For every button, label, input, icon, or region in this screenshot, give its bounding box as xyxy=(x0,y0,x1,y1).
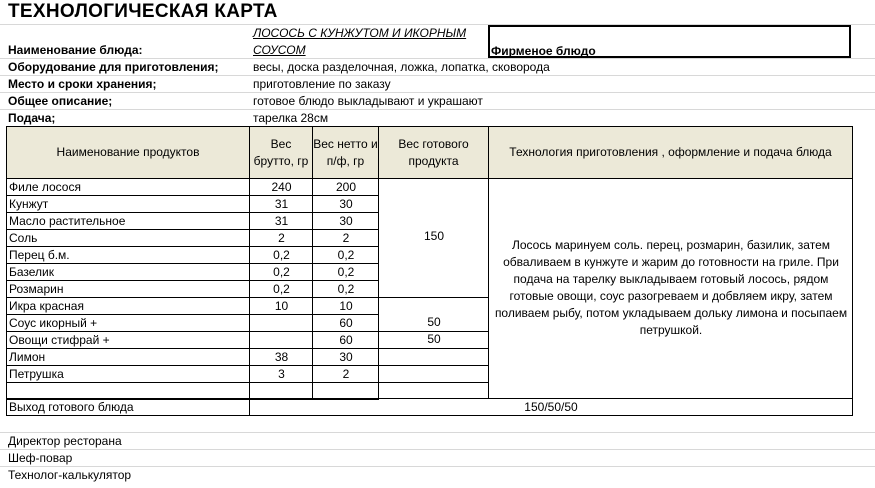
ready-veg-value[interactable]: 50 xyxy=(427,332,441,346)
signature-chef: Шеф-повар xyxy=(8,451,73,465)
net-weight[interactable]: 0,2 xyxy=(337,248,355,262)
ingredient-name[interactable]: Овощи стифрай + xyxy=(9,333,110,347)
gross-weight[interactable]: 2 xyxy=(278,231,285,245)
ingredient-name[interactable]: Соль xyxy=(9,231,38,245)
gross-weight[interactable]: 10 xyxy=(274,299,289,313)
table-row xyxy=(7,366,489,383)
ingredient-name[interactable]: Базелик xyxy=(9,265,55,279)
net-weight[interactable]: 10 xyxy=(339,299,353,313)
gross-weight[interactable]: 31 xyxy=(274,197,289,211)
dish-name-line2[interactable]: СОУСОМ xyxy=(253,43,306,57)
ingredient-name[interactable]: Икра красная xyxy=(9,299,84,313)
storage-label: Место и сроки хранения; xyxy=(8,77,157,91)
output-label: Выход готового блюда xyxy=(9,400,134,414)
net-weight[interactable]: 30 xyxy=(339,214,353,228)
header-ready: Вес готового продукта xyxy=(379,127,489,179)
page-title: ТЕХНОЛОГИЧЕСКАЯ КАРТА xyxy=(8,1,278,22)
gridline xyxy=(0,58,875,59)
general-label: Общее описание; xyxy=(8,94,113,108)
table-row xyxy=(7,196,489,213)
column-divider xyxy=(249,127,250,398)
brand-label: Фирменое блюдо xyxy=(491,44,596,58)
net-weight[interactable]: 30 xyxy=(339,197,353,211)
dish-label: Наименование блюда: xyxy=(8,43,143,57)
gross-weight[interactable]: 38 xyxy=(274,350,289,364)
column-divider xyxy=(488,127,489,398)
gridline xyxy=(0,466,875,467)
net-weight[interactable]: 30 xyxy=(339,350,353,364)
table-row xyxy=(7,247,489,264)
ingredient-name[interactable]: Лимон xyxy=(9,350,46,364)
table-row xyxy=(7,264,489,281)
equipment-value[interactable]: весы, доска разделочная, ложка, лопатка, сковорода xyxy=(253,60,550,74)
header-tech: Технология приготовления , оформление и подача блюда xyxy=(489,127,852,179)
ready-border xyxy=(379,297,489,298)
net-weight[interactable]: 0,2 xyxy=(337,265,355,279)
ready-border xyxy=(379,365,489,366)
gross-weight[interactable]: 0,2 xyxy=(273,282,290,296)
serving-label: Подача; xyxy=(8,111,56,125)
gridline xyxy=(0,449,875,450)
net-weight[interactable]: 2 xyxy=(342,231,350,245)
equipment-label: Оборудование для приготовления; xyxy=(8,60,219,74)
technology-description[interactable]: Лосось маринуем соль. перец, розмарин, базилик, затем обваливаем в кунжуте и жарим до готовности на гриле. При подача на тарелку выкладываем готовый лосось, рядом готовые овощи, соус разогреваем и добвляем икру, затем поливаем рыбу, потом укладываем дольку лимона и посыпаем петрушкой. xyxy=(494,238,848,337)
net-weight[interactable]: 0,2 xyxy=(337,282,355,296)
storage-value[interactable]: приготовление по заказу xyxy=(253,77,391,91)
ready-main-value[interactable]: 150 xyxy=(423,229,445,243)
column-divider xyxy=(378,127,379,398)
signature-technologist: Технолог-калькулятор xyxy=(8,468,132,482)
ingredient-name[interactable]: Кунжут xyxy=(9,197,49,211)
ready-border xyxy=(379,382,489,383)
gross-weight[interactable]: 0,2 xyxy=(273,265,290,279)
gridline xyxy=(0,92,875,93)
column-divider xyxy=(312,127,313,398)
gross-weight[interactable]: 3 xyxy=(278,367,285,381)
ingredient-name[interactable]: Соус икорный + xyxy=(9,316,98,330)
dish-name-line1[interactable]: ЛОСОСЬ С КУНЖУТОМ И ИКОРНЫМ xyxy=(253,26,467,40)
ingredient-name[interactable]: Филе лосося xyxy=(9,180,81,194)
gross-weight[interactable]: 240 xyxy=(271,180,292,194)
gridline xyxy=(0,432,875,433)
net-weight[interactable]: 2 xyxy=(342,367,350,381)
ingredient-name[interactable]: Петрушка xyxy=(9,367,64,381)
header-product: Наименование продуктов xyxy=(7,127,250,179)
net-weight[interactable]: 60 xyxy=(339,316,353,330)
table-row xyxy=(7,281,489,298)
output-value[interactable]: 150/50/50 xyxy=(524,400,578,414)
row-border xyxy=(6,382,379,383)
gross-weight[interactable]: 31 xyxy=(274,214,289,228)
general-value[interactable]: готовое блюдо выкладывают и украшают xyxy=(253,94,483,108)
signature-director: Директор ресторана xyxy=(8,434,122,448)
net-weight[interactable]: 200 xyxy=(335,180,357,194)
gridline xyxy=(0,109,875,110)
ingredient-name[interactable]: Розмарин xyxy=(9,282,64,296)
table-row xyxy=(7,349,489,366)
gross-weight[interactable]: 0,2 xyxy=(273,248,290,262)
gridline xyxy=(0,75,875,76)
serving-value[interactable]: тарелка 28см xyxy=(253,111,329,125)
header-net: Вес нетто и п/ф, гр xyxy=(313,127,379,179)
header-gross: Вес брутто, гр xyxy=(250,127,313,179)
ingredient-name[interactable]: Масло растительное xyxy=(9,214,126,228)
ready-border xyxy=(379,348,489,349)
ingredient-name[interactable]: Перец б.м. xyxy=(9,248,70,262)
net-weight[interactable]: 60 xyxy=(339,333,353,347)
ready-sauce-value[interactable]: 50 xyxy=(427,315,441,329)
